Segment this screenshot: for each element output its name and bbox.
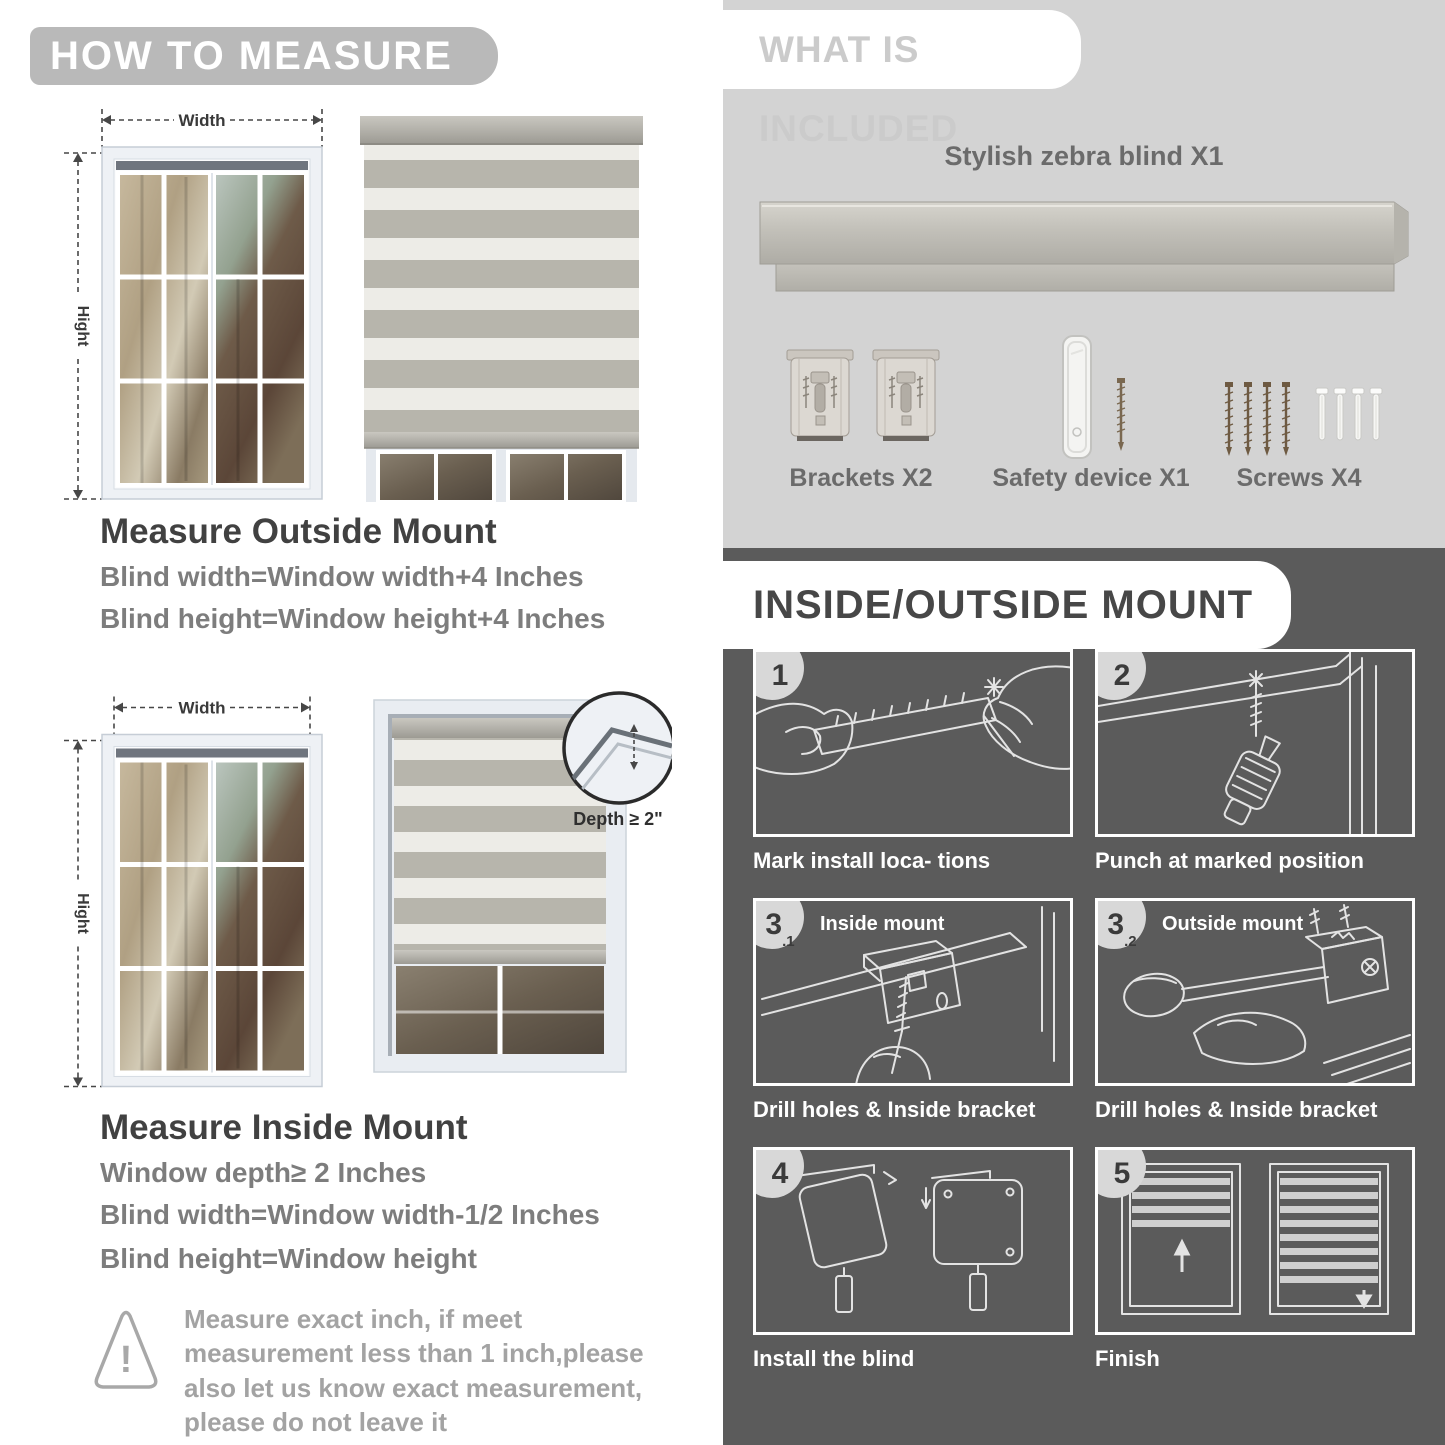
step-caption: Punch at marked position xyxy=(1095,848,1364,873)
step-caption: Drill holes & Inside bracket xyxy=(753,1097,1036,1122)
outside-mount-line: Blind height=Window height+4 Inches xyxy=(100,603,606,634)
included-panel xyxy=(723,0,1445,548)
install-blind-illustration xyxy=(756,1150,1070,1332)
screws-icon xyxy=(1221,382,1401,462)
screws-label: Screws X4 xyxy=(1236,464,1362,492)
step-title: Inside mount xyxy=(820,913,945,935)
mount-panel xyxy=(723,548,1445,1445)
brackets-icon xyxy=(785,346,941,450)
depth-label: Depth ≥ 2" xyxy=(573,809,663,829)
outside-mount-title: Measure Outside Mount xyxy=(100,512,497,551)
width-label: Width xyxy=(178,698,226,718)
safety-device-icon xyxy=(1059,334,1129,460)
step-number-badge: 3 .2 xyxy=(1095,898,1146,949)
height-label: Hight xyxy=(74,305,91,347)
step-3-2-panel xyxy=(1095,898,1415,1086)
step-2 xyxy=(1095,649,1415,874)
step-1 xyxy=(753,649,1073,874)
outside-mount-line: Blind width=Window width+4 Inches xyxy=(100,561,584,592)
inside-mount-line: Blind width=Window width-1/2 Inches xyxy=(100,1199,600,1230)
what-is-included-header: WHAT IS INCLUDED xyxy=(723,10,1081,89)
step-number-badge: 5 xyxy=(1095,1147,1146,1198)
safety-device-label: Safety device X1 xyxy=(992,464,1190,492)
inside-mount-title: Measure Inside Mount xyxy=(100,1108,468,1147)
zebra-blind-illustration xyxy=(358,110,645,502)
warning-text: Measure exact inch, if meet measurement less than 1 inch,please also let us know exact measurement, please do not leave it xyxy=(184,1304,644,1437)
how-to-measure-header: HOW TO MEASURE xyxy=(30,27,498,85)
product-label: Stylish zebra blind X1 xyxy=(944,141,1224,171)
finish-illustration xyxy=(1098,1150,1412,1332)
step-title: Outside mount xyxy=(1162,913,1304,935)
step-2-panel xyxy=(1095,649,1415,837)
step-4 xyxy=(753,1147,1073,1372)
window-drawing xyxy=(102,735,322,1087)
mark-locations-illustration xyxy=(756,652,1070,834)
brackets-label: Brackets X2 xyxy=(789,464,933,492)
inside-outside-mount-header: INSIDE/OUTSIDE MOUNT xyxy=(723,561,1291,649)
step-number-badge: 1 xyxy=(753,649,804,700)
drill-illustration xyxy=(1098,652,1412,834)
blind-stripes xyxy=(364,142,639,434)
bottom-rail xyxy=(394,950,606,964)
step-number-badge: 4 xyxy=(753,1147,804,1198)
inside-mount-line: Blind height=Window height xyxy=(100,1243,477,1274)
width-label: Width xyxy=(178,111,226,130)
step-5-panel xyxy=(1095,1147,1415,1335)
anchors-icon xyxy=(1316,388,1382,440)
warning-glyph: ! xyxy=(119,1339,133,1381)
step-caption: Install the blind xyxy=(753,1346,915,1371)
safety-screw-icon xyxy=(1113,378,1129,452)
cassette xyxy=(360,116,643,144)
inside-mount-blind-illustration xyxy=(372,668,672,1093)
warning-triangle-icon xyxy=(92,1302,160,1394)
step-3-2 xyxy=(1095,898,1415,1123)
bottom-rail xyxy=(364,432,639,448)
step-3-1-panel xyxy=(753,898,1073,1086)
window-drawing xyxy=(102,147,322,499)
step-caption: Mark install loca- tions xyxy=(753,848,991,873)
headrail-illustration xyxy=(756,194,1416,298)
step-1-panel xyxy=(753,649,1073,837)
mount-steps xyxy=(753,649,1415,1372)
step-caption: Finish xyxy=(1095,1346,1160,1371)
height-label: Hight xyxy=(74,893,91,934)
outside-mount-window-illustration xyxy=(58,103,346,508)
inside-mount-line: Window depth≥ 2 Inches xyxy=(100,1157,427,1188)
step-5 xyxy=(1095,1147,1415,1372)
step-number-badge: 3 .1 xyxy=(753,898,804,949)
step-number-badge: 2 xyxy=(1095,649,1146,700)
step-caption: Drill holes & Inside bracket xyxy=(1095,1097,1378,1122)
step-3-1 xyxy=(753,898,1073,1123)
measure-warning xyxy=(92,1302,644,1439)
top-rail xyxy=(116,161,308,170)
inside-mount-window-illustration xyxy=(58,688,346,1098)
depth-detail-circle xyxy=(564,693,672,803)
step-4-panel xyxy=(753,1147,1073,1335)
